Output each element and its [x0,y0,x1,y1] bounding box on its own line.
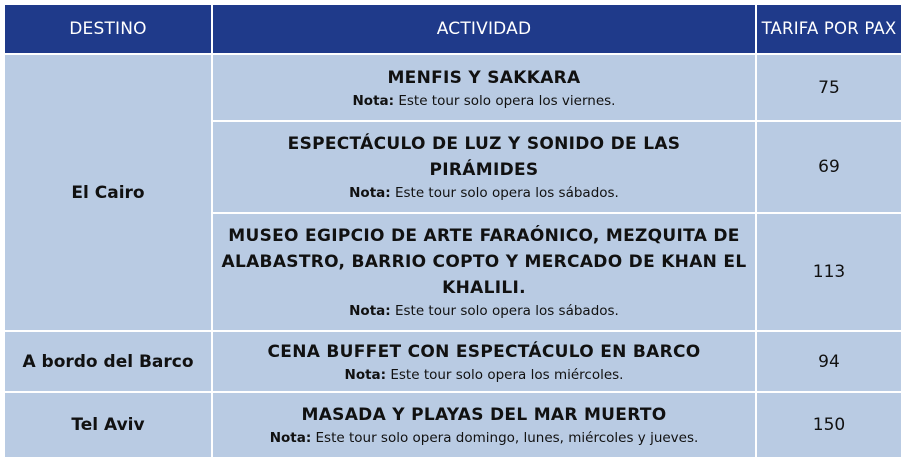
header-activity: ACTIVIDAD [212,4,756,54]
price-cell: 113 [756,213,902,331]
activity-note [221,301,747,321]
activity-title: MASADA Y PLAYAS DEL MAR MUERTO [301,405,667,425]
note-text: Este tour solo opera los viernes. [398,92,616,109]
note-label: Nota: [349,303,391,319]
header-destination: DESTINO [4,4,212,54]
activity-title: ESPECTÁCULO DE LUZ Y SONIDO DE LAS PIRÁMIDES [287,134,681,180]
price-cell: 75 [756,54,902,121]
header-row [4,4,902,54]
activity-title: CENA BUFFET CON ESPECTÁCULO EN BARCO [267,341,701,362]
activity-cell [212,121,756,213]
table-row [4,392,902,458]
note-label: Nota: [269,430,312,446]
activity-cell [212,213,756,331]
note-label: Nota: [352,92,395,109]
activity-title: MUSEO EGIPCIO DE ARTE FARAÓNICO, MEZQUITA DE ALABASTRO, BARRIO COPTO Y MERCADO DE KHAN EL KHALILI. [221,226,747,298]
note-text: Este tour solo opera los sábados. [394,185,619,201]
activity-title: MENFIS Y SAKKARA [387,67,581,88]
table-row [4,54,902,121]
activity-cell [212,392,756,458]
destination-cell: Tel Aviv [4,392,212,458]
tours-table [3,3,903,459]
price-cell: 69 [756,121,902,213]
activity-note [221,428,747,448]
activity-cell [212,331,756,392]
note-text: Este tour solo opera domingo, lunes, miércoles y jueves. [315,430,699,446]
note-label: Nota: [344,366,387,383]
activity-note [221,91,747,111]
activity-cell [212,54,756,121]
destination-cell: El Cairo [4,54,212,331]
price-cell: 94 [756,331,902,392]
header-price: TARIFA POR PAX [756,4,902,54]
note-label: Nota: [349,185,391,201]
destination-cell: A bordo del Barco [4,331,212,392]
note-text: Este tour solo opera los miércoles. [390,366,624,383]
table-row [4,331,902,392]
activity-note [221,183,747,203]
price-cell: 150 [756,392,902,458]
activity-note [221,365,747,385]
note-text: Este tour solo opera los sábados. [394,303,619,319]
